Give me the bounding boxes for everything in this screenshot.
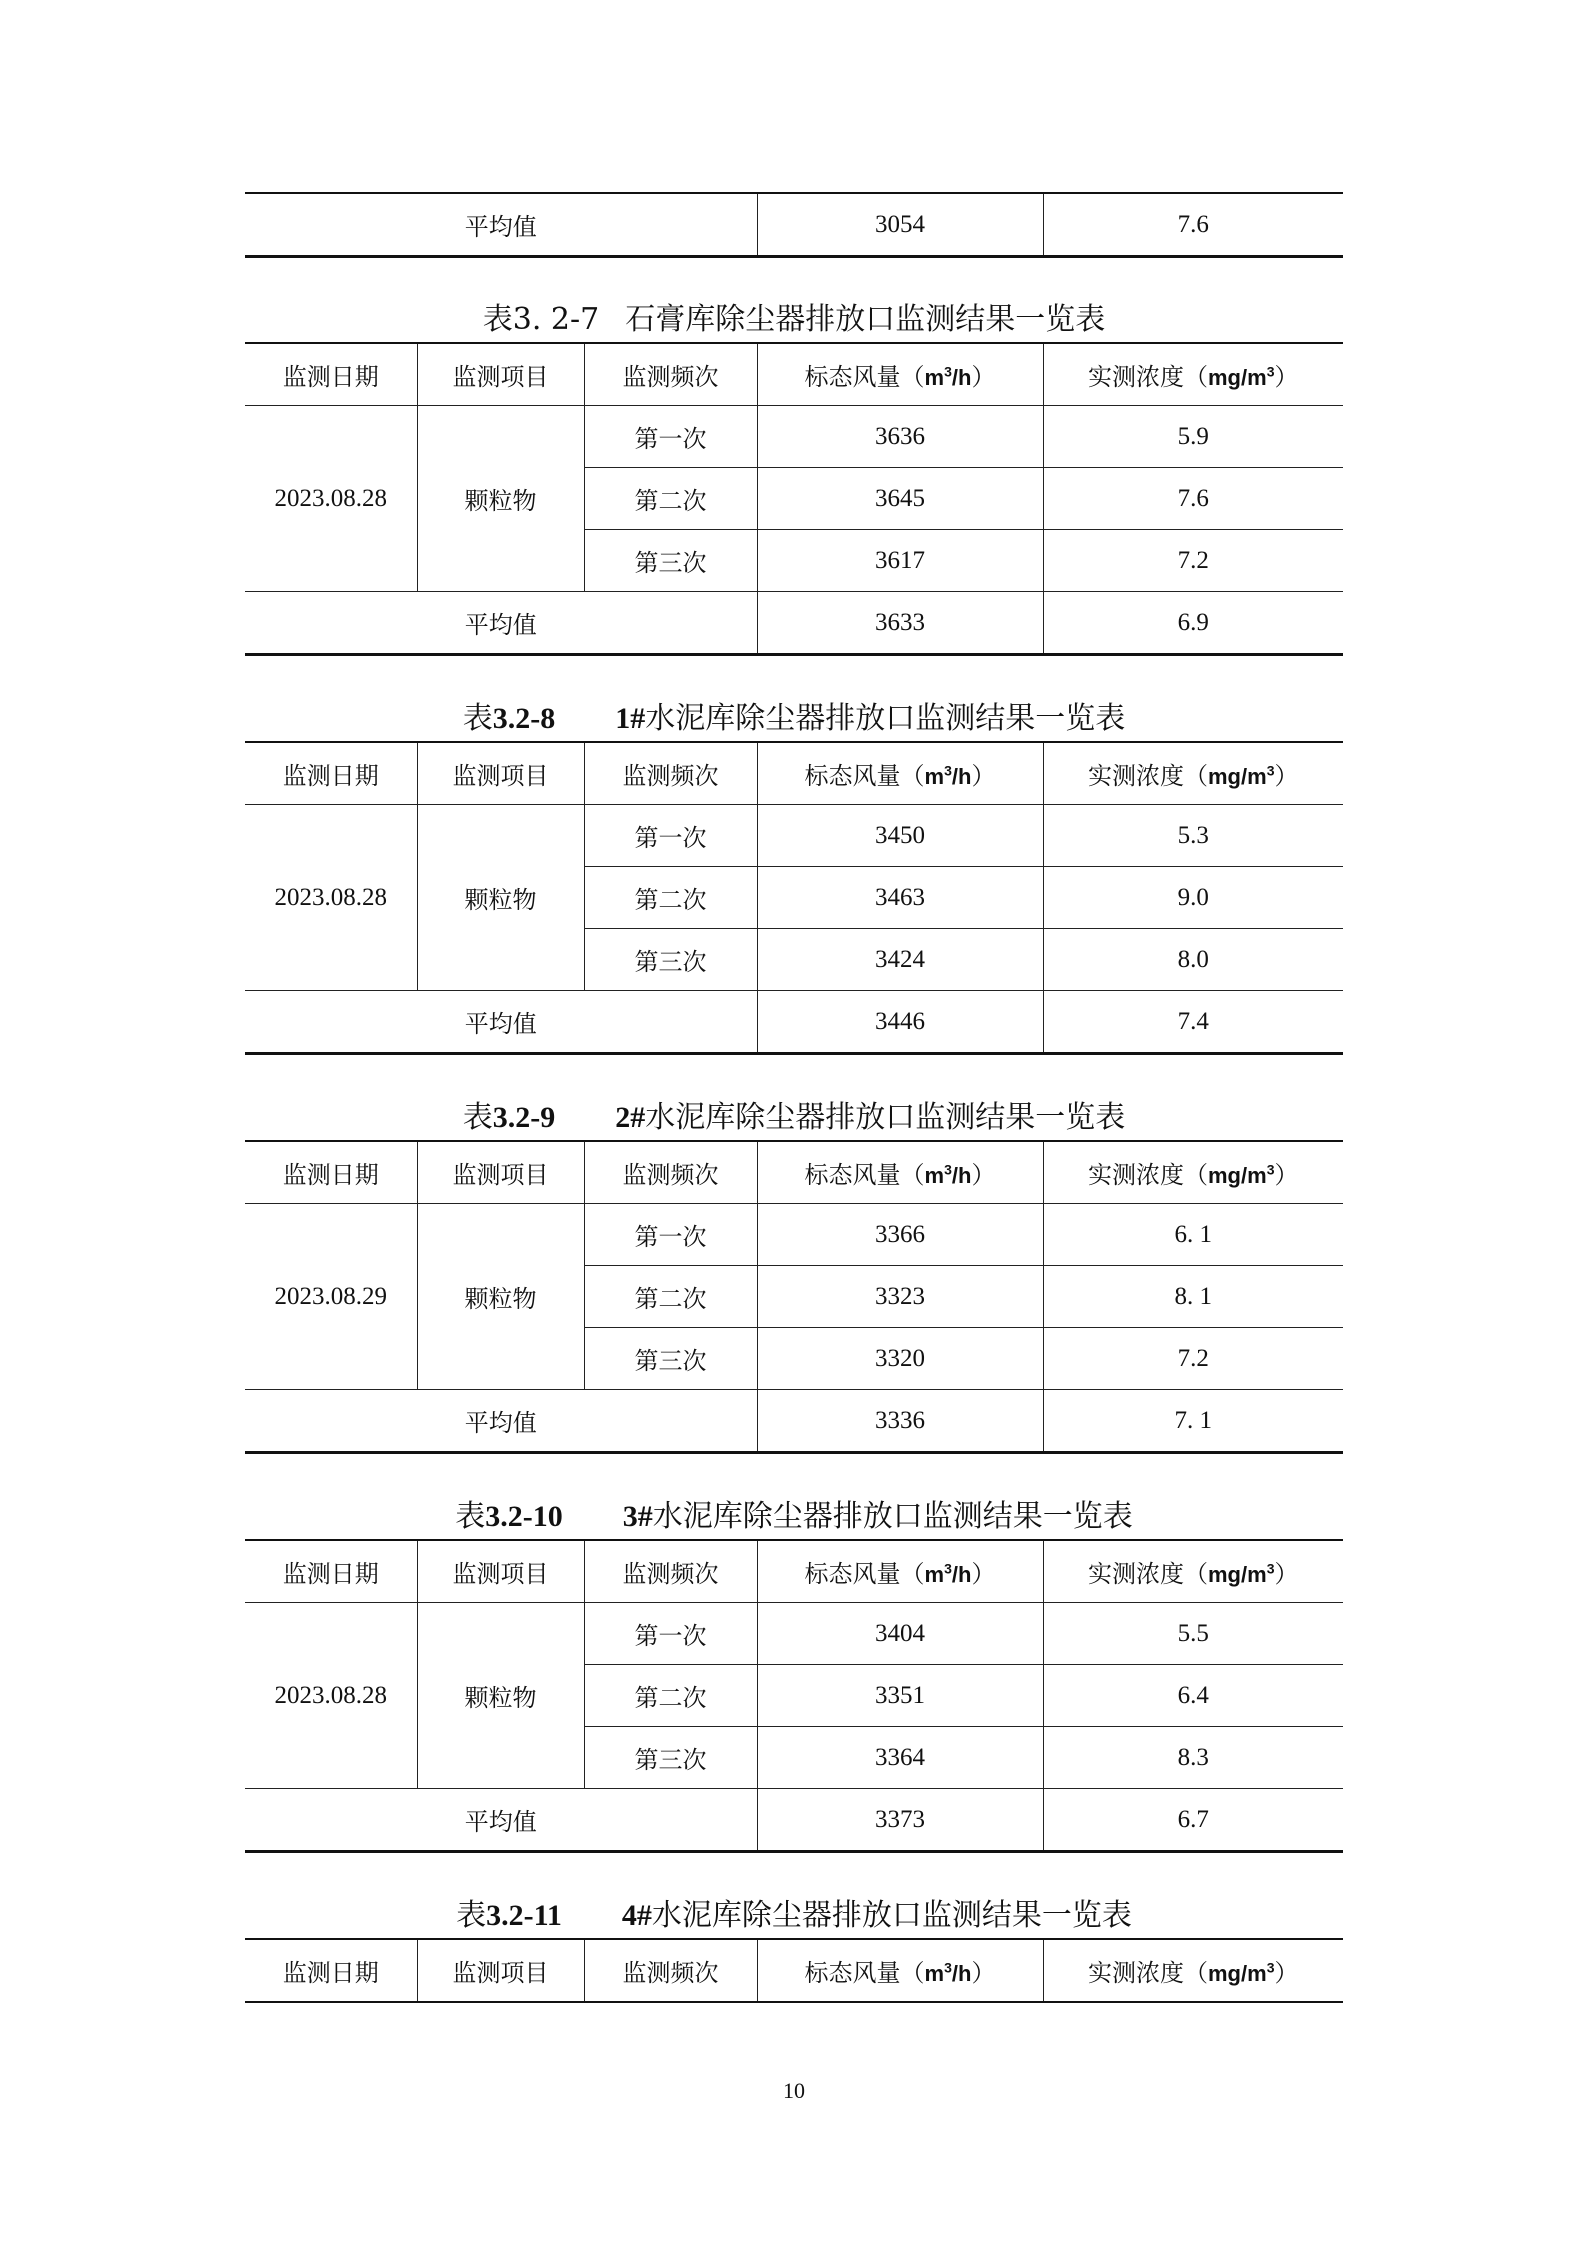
avg-row	[245, 592, 1343, 655]
header-row	[245, 1141, 1343, 1204]
header-date: 监测日期	[245, 1540, 417, 1603]
table-caption	[245, 1096, 1343, 1140]
cell-freq: 第三次	[584, 929, 757, 991]
cell-flow: 3404	[757, 1603, 1043, 1665]
cell-freq: 第三次	[584, 1727, 757, 1789]
cell-date: 2023.08.28	[245, 805, 417, 991]
cell-conc: 8. 1	[1043, 1266, 1343, 1328]
table-caption	[245, 298, 1343, 342]
caption-number: 3.2-11	[486, 1899, 562, 1932]
caption-title: 水泥库除尘器排放口监测结果一览表	[645, 1100, 1126, 1135]
cell-conc: 7.2	[1043, 530, 1343, 592]
cell-conc: 8.3	[1043, 1727, 1343, 1789]
cell-conc: 7.2	[1043, 1328, 1343, 1390]
cell-flow: 3617	[757, 530, 1043, 592]
header-flow: 标态风量$(m^3/h)$	[757, 343, 1043, 406]
header-date: 监测日期	[245, 742, 417, 805]
header-freq: 监测频次	[584, 343, 757, 406]
header-flow: 标态风量$(m^3/h)$	[757, 742, 1043, 805]
avg-conc: 7. 1	[1043, 1390, 1343, 1453]
caption-title-number: 2#	[615, 1101, 646, 1134]
avg-label: 平均值	[245, 193, 757, 257]
header-date: 监测日期	[245, 1939, 417, 2002]
header-conc: 实测浓度$(mg/m^3)$	[1043, 742, 1343, 805]
avg-row	[245, 193, 1343, 257]
header-row	[245, 1939, 1343, 2002]
cell-freq: 第一次	[584, 1603, 757, 1665]
caption-title-number: 3#	[622, 1500, 653, 1533]
caption-prefix: 表	[455, 1499, 486, 1534]
cell-conc: 6.4	[1043, 1665, 1343, 1727]
header-freq: 监测频次	[584, 1939, 757, 2002]
avg-flow: 3054	[757, 193, 1043, 257]
cell-flow: 3351	[757, 1665, 1043, 1727]
avg-conc: 7.6	[1043, 193, 1343, 257]
cell-freq: 第一次	[584, 406, 757, 468]
cell-item: 颗粒物	[417, 1603, 584, 1789]
table-row	[245, 805, 1343, 867]
caption-title: 水泥库除尘器排放口监测结果一览表	[645, 701, 1126, 736]
cell-date: 2023.08.28	[245, 1603, 417, 1789]
caption-title: 水泥库除尘器排放口监测结果一览表	[652, 1499, 1133, 1534]
header-item: 监测项目	[417, 1141, 584, 1204]
cell-freq: 第三次	[584, 1328, 757, 1390]
avg-conc: 6.7	[1043, 1789, 1343, 1852]
header-date: 监测日期	[245, 1141, 417, 1204]
header-freq: 监测频次	[584, 1141, 757, 1204]
cell-conc: 5.5	[1043, 1603, 1343, 1665]
cell-flow: 3366	[757, 1204, 1043, 1266]
caption-prefix: 表	[482, 302, 513, 337]
cell-item: 颗粒物	[417, 1204, 584, 1390]
caption-prefix: 表	[462, 1100, 493, 1135]
cell-conc: 7.6	[1043, 468, 1343, 530]
monitoring-table	[245, 342, 1343, 656]
cell-item: 颗粒物	[417, 805, 584, 991]
cell-freq: 第二次	[584, 1266, 757, 1328]
cell-conc: 5.9	[1043, 406, 1343, 468]
cell-flow: 3424	[757, 929, 1043, 991]
cell-date: 2023.08.29	[245, 1204, 417, 1390]
caption-number: 3. 2-7	[512, 302, 600, 337]
header-freq: 监测频次	[584, 742, 757, 805]
table-row	[245, 1204, 1343, 1266]
cell-flow: 3463	[757, 867, 1043, 929]
cell-flow: 3645	[757, 468, 1043, 530]
monitoring-table	[245, 741, 1343, 1055]
monitoring-table	[245, 1140, 1343, 1454]
cell-freq: 第一次	[584, 805, 757, 867]
caption-number: 3.2-9	[492, 1101, 556, 1134]
cell-flow: 3450	[757, 805, 1043, 867]
avg-label: 平均值	[245, 1390, 757, 1453]
page-number: 10	[783, 2078, 805, 2103]
cell-freq: 第二次	[584, 867, 757, 929]
cell-freq: 第三次	[584, 530, 757, 592]
avg-flow: 3336	[757, 1390, 1043, 1453]
header-item: 监测项目	[417, 1939, 584, 2002]
header-row	[245, 1540, 1343, 1603]
header-item: 监测项目	[417, 1540, 584, 1603]
avg-label: 平均值	[245, 991, 757, 1054]
avg-label: 平均值	[245, 592, 757, 655]
header-conc: 实测浓度$(mg/m^3)$	[1043, 1141, 1343, 1204]
header-conc: 实测浓度$(mg/m^3)$	[1043, 1939, 1343, 2002]
table-caption	[245, 1495, 1343, 1539]
header-freq: 监测频次	[584, 1540, 757, 1603]
avg-row	[245, 991, 1343, 1054]
avg-flow: 3446	[757, 991, 1043, 1054]
table-block-5	[245, 1894, 1343, 2003]
header-conc: 实测浓度$(mg/m^3)$	[1043, 343, 1343, 406]
avg-conc: 7.4	[1043, 991, 1343, 1054]
caption-title-number: 1#	[615, 702, 646, 735]
cell-freq: 第一次	[584, 1204, 757, 1266]
caption-title: 石膏库除尘器排放口监测结果一览表	[625, 302, 1106, 337]
cell-flow: 3364	[757, 1727, 1043, 1789]
avg-conc: 6.9	[1043, 592, 1343, 655]
monitoring-table	[245, 1938, 1343, 2003]
table-block-2	[245, 697, 1343, 1055]
cell-item: 颗粒物	[417, 406, 584, 592]
cell-freq: 第二次	[584, 468, 757, 530]
table-row	[245, 1603, 1343, 1665]
table-block-1	[245, 298, 1343, 656]
avg-flow: 3373	[757, 1789, 1043, 1852]
header-flow: 标态风量$(m^3/h)$	[757, 1141, 1043, 1204]
caption-prefix: 表	[462, 701, 493, 736]
cell-flow: 3636	[757, 406, 1043, 468]
avg-row	[245, 1390, 1343, 1453]
cell-conc: 9.0	[1043, 867, 1343, 929]
caption-number: 3.2-10	[485, 1500, 563, 1533]
cell-date: 2023.08.28	[245, 406, 417, 592]
avg-label: 平均值	[245, 1789, 757, 1852]
cell-conc: 8.0	[1043, 929, 1343, 991]
header-row	[245, 742, 1343, 805]
caption-title: 水泥库除尘器排放口监测结果一览表	[651, 1898, 1132, 1933]
prev-table-fragment	[245, 192, 1343, 258]
header-flow: 标态风量$(m^3/h)$	[757, 1939, 1043, 2002]
monitoring-table	[245, 1539, 1343, 1853]
header-conc: 实测浓度$(mg/m^3)$	[1043, 1540, 1343, 1603]
cell-flow: 3320	[757, 1328, 1043, 1390]
prev-table	[245, 192, 1343, 258]
header-item: 监测项目	[417, 343, 584, 406]
table-caption	[245, 1894, 1343, 1938]
caption-title-number: 4#	[621, 1899, 652, 1932]
cell-freq: 第二次	[584, 1665, 757, 1727]
avg-row	[245, 1789, 1343, 1852]
header-row	[245, 343, 1343, 406]
table-row	[245, 406, 1343, 468]
caption-prefix: 表	[456, 1898, 487, 1933]
cell-flow: 3323	[757, 1266, 1043, 1328]
caption-number: 3.2-8	[492, 702, 556, 735]
table-caption	[245, 697, 1343, 741]
cell-conc: 6. 1	[1043, 1204, 1343, 1266]
header-item: 监测项目	[417, 742, 584, 805]
table-block-4	[245, 1495, 1343, 1853]
table-block-3	[245, 1096, 1343, 1454]
header-flow: 标态风量$(m^3/h)$	[757, 1540, 1043, 1603]
avg-flow: 3633	[757, 592, 1043, 655]
header-date: 监测日期	[245, 343, 417, 406]
cell-conc: 5.3	[1043, 805, 1343, 867]
